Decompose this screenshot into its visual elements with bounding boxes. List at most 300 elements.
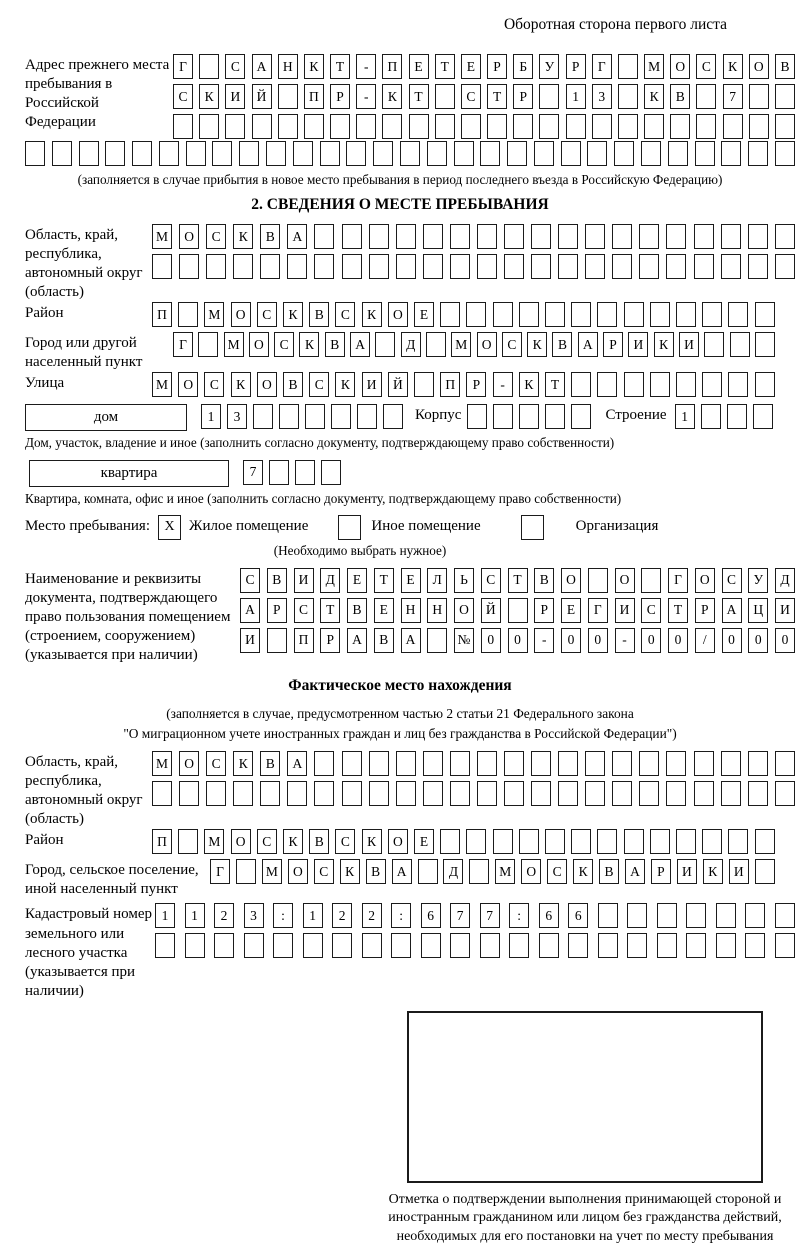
district-row [152,302,775,327]
form-cell: Р [695,598,715,623]
form-cell: Т [435,54,455,79]
form-cell: - [534,628,554,653]
form-cell [676,302,696,327]
form-cell [670,114,690,139]
form-cell [321,460,341,485]
form-cell: 7 [723,84,743,109]
form-cell [269,460,289,485]
form-cell: В [552,332,572,357]
form-cell [775,114,795,139]
form-cell: 1 [303,903,323,928]
form-cell: М [152,224,172,249]
form-cell [267,628,287,653]
form-cell [568,933,588,958]
stroenie-cells [675,404,773,429]
stay-type-block [25,515,775,540]
form-cell [469,859,489,884]
form-cell [666,254,686,279]
form-cell: О [249,332,269,357]
form-cell [382,114,402,139]
cadastral-row2 [155,933,795,958]
form-cell: Т [409,84,429,109]
korpus-cells [467,404,591,429]
form-cell: К [231,372,251,397]
form-cell: С [461,84,481,109]
form-cell [748,224,768,249]
form-cell [278,84,298,109]
form-cell: А [252,54,272,79]
form-cell [701,404,721,429]
previous-address-note: (заполняется в случае прибытия в новое место пребывания в период последнего въезда в Российскую Федерацию) [77,172,723,187]
form-cell: В [325,332,345,357]
form-cell: Р [566,54,586,79]
form-cell [423,781,443,806]
form-cell [730,332,750,357]
form-cell: Г [588,598,608,623]
form-cell: С [641,598,661,623]
form-cell [585,224,605,249]
form-cell: О [521,859,541,884]
form-cell [614,141,634,166]
form-cell [539,114,559,139]
form-cell [440,829,460,854]
form-cell [686,933,706,958]
form-cell: С [274,332,294,357]
form-cell: Р [466,372,486,397]
form-cell [558,751,578,776]
form-cell [414,372,434,397]
house-block [25,404,775,431]
previous-address-rows [173,54,795,141]
form-cell [612,224,632,249]
form-cell: 7 [480,903,500,928]
form-cell: Г [173,332,193,357]
actual-location-note-line2: "О миграционном учете иностранных граждан и лиц без гражданства в Российской Федерации") [123,726,677,742]
form-cell [504,751,524,776]
form-cell: 1 [155,903,175,928]
form-cell [612,751,632,776]
actual-region-label: Область, край, республика, автономный округ (область) [25,754,143,828]
form-cell [513,114,533,139]
street-block [25,372,775,402]
form-cell [152,254,172,279]
form-cell [423,254,443,279]
form-cell: : [509,903,529,928]
form-cell [178,829,198,854]
form-cell: 0 [748,628,768,653]
form-cell [178,302,198,327]
actual-district-label: Район [25,832,64,849]
form-cell: С [257,302,277,327]
form-cell [598,933,618,958]
stay-option-organization-checkbox [521,515,544,540]
form-cell [373,141,393,166]
form-cell [173,114,193,139]
form-cell: С [335,302,355,327]
form-cell: Т [320,598,340,623]
form-cell [644,114,664,139]
form-cell: В [670,84,690,109]
form-cell [639,781,659,806]
form-cell: Е [347,568,367,593]
district-block [25,302,775,332]
form-cell [539,933,559,958]
form-cell [287,781,307,806]
form-cell: 2 [362,903,382,928]
form-cell: Е [409,54,429,79]
form-cell [587,141,607,166]
actual-region-row1 [152,751,795,776]
form-cell [639,224,659,249]
form-cell [558,224,578,249]
form-cell: С [696,54,716,79]
form-cell: К [199,84,219,109]
form-cell [641,568,661,593]
form-cell: О [257,372,277,397]
form-cell [493,829,513,854]
form-cell: С [206,224,226,249]
form-cell [624,302,644,327]
form-cell: О [388,829,408,854]
form-cell [314,254,334,279]
form-cell [396,224,416,249]
form-cell: В [260,224,280,249]
form-cell [480,141,500,166]
apartment-cells [243,460,341,485]
form-cell [716,903,736,928]
form-cell: 7 [450,903,470,928]
form-cell: И [677,859,697,884]
actual-city-block [25,859,775,899]
form-cell [423,224,443,249]
form-cell: Й [388,372,408,397]
house-box-label: дом [25,404,187,431]
form-cell: К [304,54,324,79]
form-cell [362,933,382,958]
form-cell [545,404,565,429]
form-cell [25,141,45,166]
form-cell: В [283,372,303,397]
form-cell [477,751,497,776]
form-cell: С [204,372,224,397]
form-cell [487,114,507,139]
form-cell: 3 [244,903,264,928]
form-cell [279,404,299,429]
form-cell: М [495,859,515,884]
form-cell [450,933,470,958]
form-cell: Р [487,54,507,79]
form-cell [618,84,638,109]
form-cell [314,751,334,776]
form-cell: К [362,829,382,854]
form-cell: 3 [227,404,247,429]
form-cell: С [481,568,501,593]
form-cell [686,903,706,928]
form-cell: С [335,829,355,854]
form-cell [508,598,528,623]
form-cell: В [309,302,329,327]
form-cell: У [539,54,559,79]
form-cell: С [309,372,329,397]
form-cell: - [356,54,376,79]
form-cell [749,84,769,109]
previous-address-row2 [173,84,795,109]
form-cell [504,781,524,806]
form-cell: Й [252,84,272,109]
form-cell: К [573,859,593,884]
form-cell [702,829,722,854]
form-cell: В [775,54,795,79]
form-cell [331,404,351,429]
form-cell: П [440,372,460,397]
document-row1 [240,568,795,593]
form-cell [748,781,768,806]
form-cell [198,332,218,357]
form-cell [477,224,497,249]
form-cell [206,781,226,806]
form-cell [396,781,416,806]
stay-option-organization-label: Организация [575,517,659,534]
form-cell: И [628,332,648,357]
form-cell: М [224,332,244,357]
form-cell [519,404,539,429]
form-cell: У [748,568,768,593]
form-cell: Р [603,332,623,357]
form-cell: П [382,54,402,79]
cadastral-row1 [155,903,795,928]
form-cell [369,224,389,249]
form-cell: 1 [201,404,221,429]
form-cell: А [401,628,421,653]
form-cell: 3 [592,84,612,109]
form-cell: М [451,332,471,357]
form-cell: М [152,751,172,776]
form-cell [775,141,795,166]
form-cell: 7 [243,460,263,485]
stamp-caption: Отметка о подтверждении выполнения принимающей стороной и иностранным гражданином или лицом без гражданства действий, необходимых для его постановки на учет по месту пребывания [388,1191,782,1244]
form-cell: Б [513,54,533,79]
form-cell: О [231,302,251,327]
form-cell [427,141,447,166]
form-cell [618,114,638,139]
form-cell [545,829,565,854]
form-cell [435,114,455,139]
form-cell [357,404,377,429]
form-cell [105,141,125,166]
form-cell: М [262,859,282,884]
form-cell [314,224,334,249]
form-cell: Т [508,568,528,593]
document-block [25,568,790,665]
form-cell: 0 [508,628,528,653]
form-cell: О [477,332,497,357]
form-cell [585,254,605,279]
form-cell: С [206,751,226,776]
form-cell: В [347,598,367,623]
form-cell [597,829,617,854]
actual-district-row [152,829,775,854]
form-cell: : [391,903,411,928]
form-cell [185,933,205,958]
region-block [25,224,775,302]
form-cell: Ь [454,568,474,593]
form-cell [775,751,795,776]
form-cell [695,141,715,166]
form-cell [624,372,644,397]
form-cell: К [233,751,253,776]
form-cell [426,332,446,357]
form-cell [440,302,460,327]
form-cell [396,254,416,279]
form-cell [694,751,714,776]
cadastral-label: Кадастровый номер земельного или лесного участка (указывается при наличии) [25,906,152,999]
form-cell: : [273,903,293,928]
apartment-note: Квартира, комната, офис и иное (заполнить согласно документу, подтверждающему право собственности) [25,490,622,506]
form-cell [454,141,474,166]
form-cell: С [722,568,742,593]
region-row1 [152,224,795,249]
form-cell: Н [278,54,298,79]
form-cell [287,254,307,279]
form-cell [775,933,795,958]
form-cell [639,254,659,279]
form-cell: Н [427,598,447,623]
form-cell: 0 [668,628,688,653]
form-cell [775,224,795,249]
form-cell [597,302,617,327]
form-cell [295,460,315,485]
form-cell [716,933,736,958]
form-cell: А [578,332,598,357]
form-cell: А [722,598,742,623]
form-cell [493,404,513,429]
form-cell [755,859,775,884]
form-cell [702,302,722,327]
form-cell: К [654,332,674,357]
form-cell [504,224,524,249]
form-cell: Ц [748,598,768,623]
form-cell [467,404,487,429]
form-cell [531,224,551,249]
form-cell [571,302,591,327]
form-cell: К [644,84,664,109]
form-cell [571,404,591,429]
cadastral-rows [155,903,795,963]
form-cell [666,224,686,249]
form-cell [260,781,280,806]
city-block [25,332,775,372]
form-cell [676,829,696,854]
form-cell [418,859,438,884]
form-cell [509,933,529,958]
form-cell [320,141,340,166]
form-cell [450,254,470,279]
previous-address-row3 [173,114,795,139]
form-cell: Р [513,84,533,109]
previous-address-row4 [25,141,795,166]
form-cell: 0 [775,628,795,653]
form-cell [592,114,612,139]
form-cell: - [615,628,635,653]
form-cell [597,372,617,397]
form-cell [571,829,591,854]
form-cell [253,404,273,429]
form-cell [558,254,578,279]
stay-option-other-checkbox [338,515,361,540]
form-cell [206,254,226,279]
form-cell [539,84,559,109]
section2-title: 2. СВЕДЕНИЯ О МЕСТЕ ПРЕБЫВАНИЯ [251,196,549,214]
form-cell: О [749,54,769,79]
actual-region-row2 [152,781,795,806]
form-cell [775,254,795,279]
form-cell [400,141,420,166]
form-cell [421,933,441,958]
form-cell [225,114,245,139]
form-cell: А [287,224,307,249]
form-cell: А [240,598,260,623]
form-cell: В [374,628,394,653]
form-cell [260,254,280,279]
previous-address-label: Адрес прежнего места пребывания в Российской Федерации [25,57,170,131]
form-cell: Е [374,598,394,623]
form-cell [179,254,199,279]
form-cell: 0 [561,628,581,653]
form-cell [612,781,632,806]
form-cell [775,84,795,109]
form-cell [657,933,677,958]
form-cell: Д [443,859,463,884]
form-cell [702,372,722,397]
form-cell [694,781,714,806]
form-cell: Г [592,54,612,79]
form-cell: О [615,568,635,593]
form-cell: Д [320,568,340,593]
form-cell: Е [414,302,434,327]
city-label: Город или другой населенный пункт [25,335,143,371]
form-cell: Е [461,54,481,79]
form-cell [585,781,605,806]
form-cell [745,933,765,958]
form-cell [423,751,443,776]
stay-option-residential-checkbox: X [158,515,181,540]
stay-option-residential-label: Жилое помещение [189,517,309,534]
form-cell [155,933,175,958]
form-cell [755,302,775,327]
form-cell: К [233,224,253,249]
form-cell: Т [668,598,688,623]
form-cell [696,84,716,109]
form-cell [723,114,743,139]
form-cell [650,302,670,327]
form-cell [676,372,696,397]
form-cell: - [356,84,376,109]
form-cell: В [260,751,280,776]
form-cell: К [703,859,723,884]
region-rows [152,224,795,284]
form-cell: К [519,372,539,397]
form-cell: М [644,54,664,79]
street-label: Улица [25,375,65,392]
form-cell [383,404,403,429]
form-cell [450,751,470,776]
form-cell [179,781,199,806]
form-cell: Т [545,372,565,397]
form-cell: А [392,859,412,884]
form-cell [314,781,334,806]
form-cell [466,302,486,327]
form-cell [728,829,748,854]
